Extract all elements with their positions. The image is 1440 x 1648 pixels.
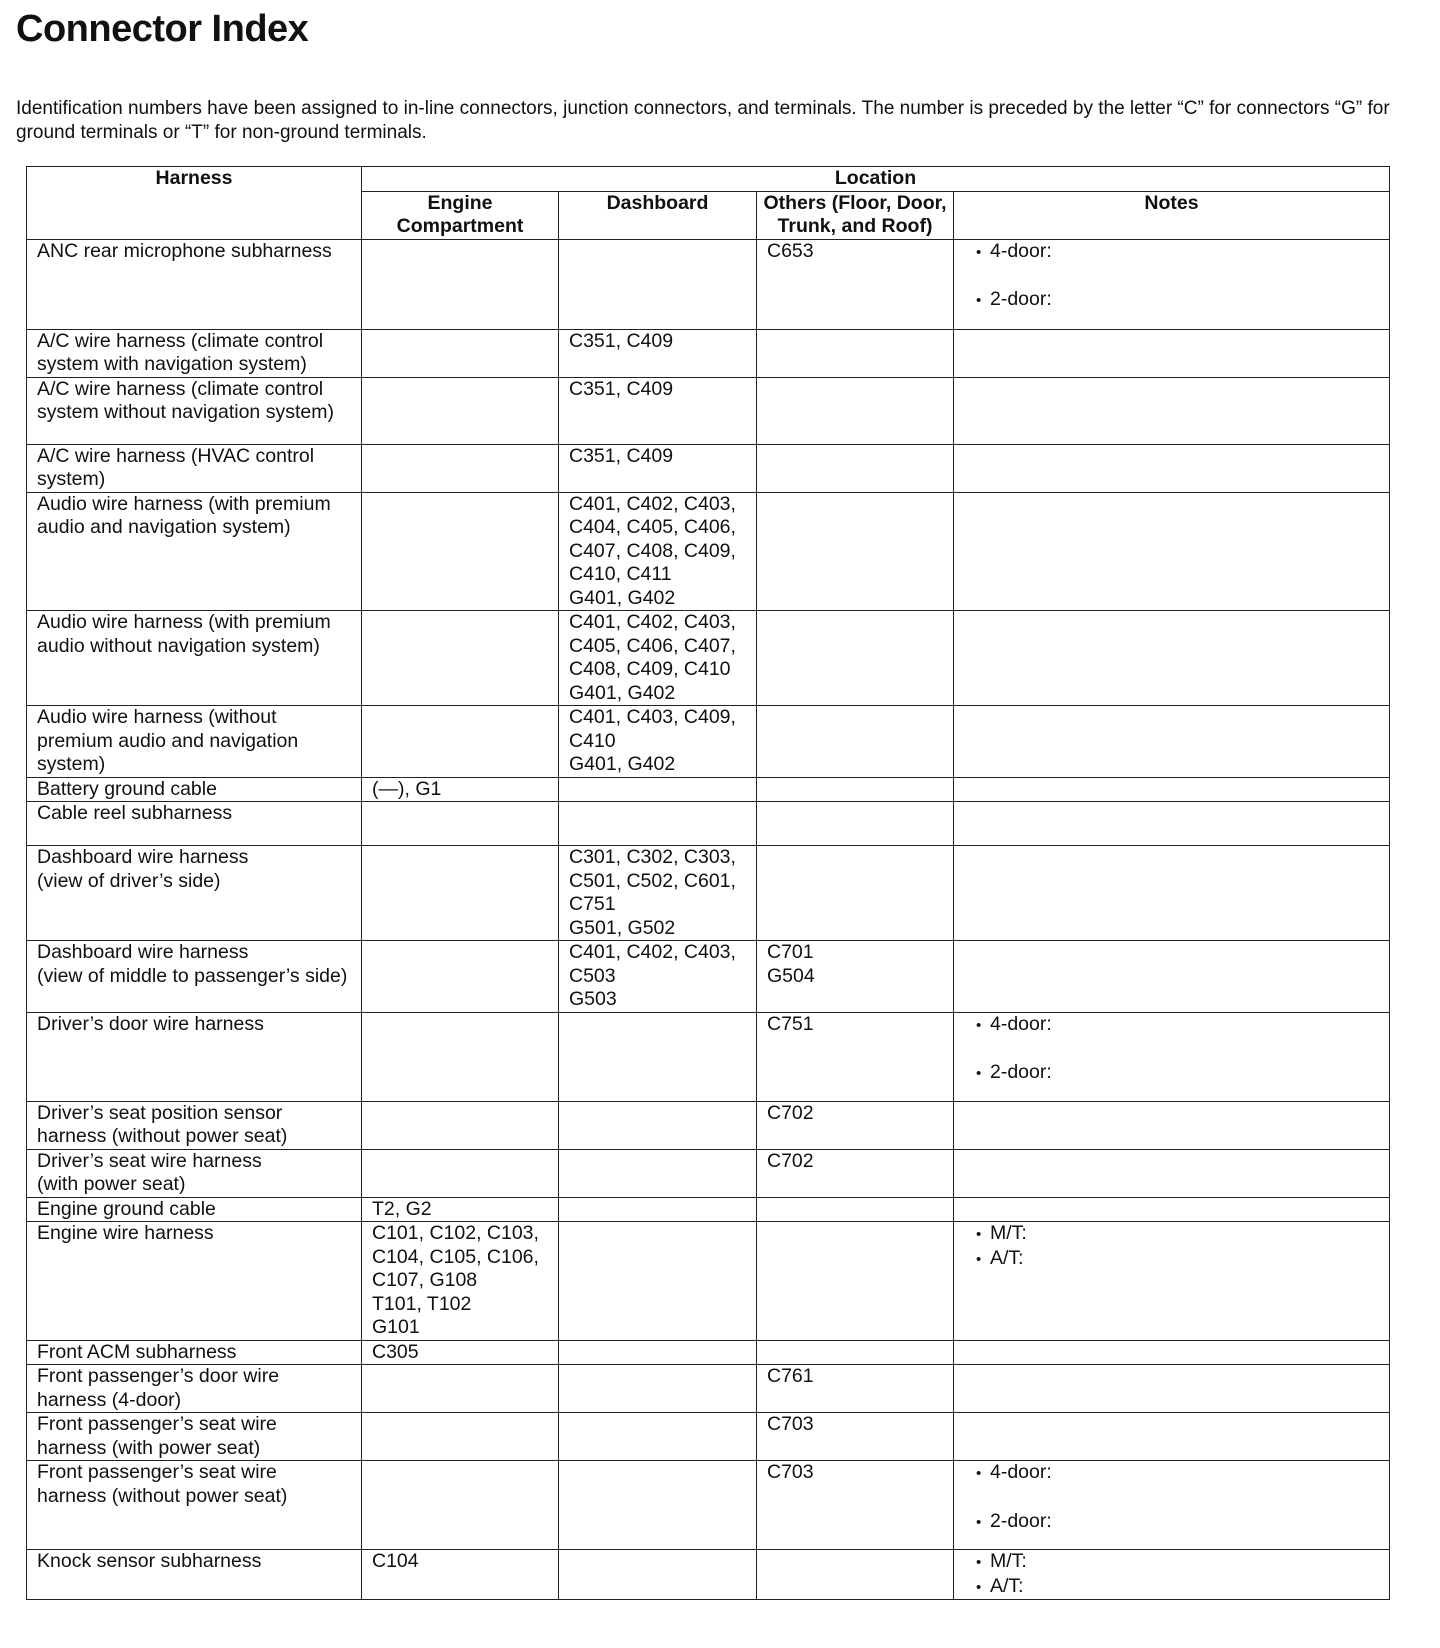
cell-dashboard-text: C351, C409 [569,329,674,352]
table-row [27,1197,1390,1222]
cell-notes [954,706,1390,778]
table-row [27,802,1390,846]
table-row [27,492,1390,611]
cell-notes [954,1222,1390,1341]
cell-dashboard [559,1413,757,1461]
table-row [27,1413,1390,1461]
cell-dashboard [559,846,757,941]
cell-harness-text: Engine wire harness [37,1222,214,1244]
cell-notes [954,1149,1390,1197]
note-item: • M/T: [976,1550,1379,1575]
cell-others-text: C761 [767,1365,814,1387]
cell-dashboard-text: C401, C402, C403, C405, C406, C407, C408, C409, C410 G401, G402 [569,611,736,704]
cell-harness [27,1197,362,1222]
cell-engine-text: (—), G1 [372,777,442,800]
cell-notes [954,802,1390,846]
intro-paragraph: Identification numbers have been assigned to in-line connectors, junction connectors, and terminals. The number is preceded by the letter “C” for connectors “G” for ground terminals or “T” for non-ground terminals. [16,98,1390,143]
table-row [27,377,1390,444]
cell-dashboard [559,1101,757,1149]
cell-others-text: C653 [767,239,814,262]
cell-engine [362,1461,559,1550]
cell-others [757,1222,954,1341]
table-row [27,1461,1390,1550]
cell-engine-text: C104 [372,1550,419,1572]
cell-others [757,377,954,444]
cell-harness-text: Front passenger’s seat wire harness (without power seat) [37,1461,288,1507]
cell-others [757,706,954,778]
cell-others [757,611,954,706]
cell-dashboard-text: C351, C409 [569,377,674,400]
cell-others [757,1149,954,1197]
table-row [27,1149,1390,1197]
cell-dashboard [559,1550,757,1600]
cell-harness [27,1365,362,1413]
header-location: Location [362,167,1390,192]
cell-dashboard-text: C401, C402, C403, C404, C405, C406, C407, C408, C409, C410, C411 G401, G402 [569,492,736,609]
cell-others [757,1550,954,1600]
cell-harness-text: Battery ground cable [37,777,217,800]
cell-notes [954,239,1390,329]
cell-engine [362,1340,559,1365]
cell-harness-text: Knock sensor subharness [37,1550,262,1572]
cell-dashboard [559,1197,757,1222]
cell-others-text: C703 [767,1413,814,1435]
table-row [27,329,1390,377]
cell-harness-text: ANC rear microphone subharness [37,239,332,262]
cell-harness-text: A/C wire harness (climate control system without navigation system) [37,377,334,423]
cell-engine [362,492,559,611]
cell-harness-text: Engine ground cable [37,1197,216,1220]
cell-harness-text: Front passenger’s seat wire harness (with power seat) [37,1413,277,1459]
cell-engine [362,1365,559,1413]
note-item: • M/T: [976,1222,1379,1247]
cell-others [757,444,954,492]
cell-others [757,1413,954,1461]
cell-others [757,239,954,329]
table-row [27,941,1390,1013]
cell-dashboard [559,611,757,706]
cell-notes [954,1413,1390,1461]
cell-others [757,777,954,802]
table-row [27,1222,1390,1341]
cell-engine [362,706,559,778]
cell-harness-text: Audio wire harness (with premium audio and navigation system) [37,492,331,538]
cell-others [757,802,954,846]
cell-others [757,941,954,1013]
cell-dashboard [559,802,757,846]
cell-notes [954,1550,1390,1600]
cell-dashboard [559,941,757,1013]
cell-others [757,329,954,377]
note-item: • A/T: [976,1247,1379,1272]
cell-others [757,1340,954,1365]
cell-engine [362,777,559,802]
cell-others [757,1012,954,1101]
cell-dashboard [559,1149,757,1197]
note-item: • 4-door: [976,1461,1379,1486]
cell-harness [27,706,362,778]
cell-engine-text: C305 [372,1340,419,1363]
table-row [27,846,1390,941]
note-item: • 4-door: [976,240,1379,265]
cell-notes [954,1012,1390,1101]
cell-harness [27,802,362,846]
cell-others [757,1197,954,1222]
cell-notes [954,329,1390,377]
cell-dashboard-text: C351, C409 [569,444,674,467]
header-harness: Harness [27,167,362,240]
cell-harness [27,1550,362,1600]
cell-notes [954,1365,1390,1413]
cell-others-text: C702 [767,1149,814,1172]
cell-harness-text: Cable reel subharness [37,802,233,824]
cell-others-text: C751 [767,1012,814,1035]
cell-others [757,492,954,611]
cell-harness-text: Driver’s seat position sensor harness (without power seat) [37,1101,288,1147]
cell-others-text: C701 G504 [767,941,815,987]
cell-engine [362,1012,559,1101]
cell-dashboard-text: C401, C402, C403, C503 G503 [569,941,736,1010]
cell-others [757,1365,954,1413]
cell-engine [362,377,559,444]
cell-harness-text: Dashboard wire harness (view of middle to passenger’s side) [37,941,348,987]
table-row [27,239,1390,329]
cell-engine [362,846,559,941]
cell-harness [27,239,362,329]
notes-list [964,1013,1379,1086]
cell-notes [954,444,1390,492]
cell-harness [27,492,362,611]
cell-dashboard [559,1222,757,1341]
cell-harness [27,1222,362,1341]
cell-dashboard [559,1012,757,1101]
cell-engine [362,444,559,492]
cell-dashboard [559,1340,757,1365]
note-item: • 2-door: [976,1061,1379,1086]
cell-dashboard [559,239,757,329]
note-item: • 2-door: [976,288,1379,313]
cell-harness [27,1149,362,1197]
cell-engine [362,1413,559,1461]
cell-others-text: C703 [767,1461,814,1483]
cell-engine-text: C101, C102, C103, C104, C105, C106, C107, G108 T101, T102 G101 [372,1222,539,1338]
note-item: • 4-door: [976,1013,1379,1038]
cell-harness-text: Driver’s door wire harness [37,1012,264,1035]
table-row [27,611,1390,706]
cell-engine [362,941,559,1013]
cell-harness [27,777,362,802]
cell-dashboard [559,444,757,492]
cell-dashboard [559,492,757,611]
note-item: • A/T: [976,1575,1379,1600]
connector-index-table [26,166,1390,1600]
cell-others [757,846,954,941]
cell-harness-text: Front ACM subharness [37,1340,237,1363]
cell-dashboard [559,329,757,377]
table-row [27,1550,1390,1600]
cell-engine [362,802,559,846]
cell-harness [27,1012,362,1101]
cell-dashboard [559,1461,757,1550]
header-others: Others (Floor, Door, Trunk, and Roof) [757,191,954,239]
table-row [27,706,1390,778]
cell-harness [27,329,362,377]
cell-harness [27,377,362,444]
table-row [27,1365,1390,1413]
cell-engine [362,1101,559,1149]
header-engine-compartment: Engine Compartment [362,191,559,239]
cell-dashboard [559,377,757,444]
notes-list [964,1222,1379,1271]
cell-dashboard [559,1365,757,1413]
cell-harness-text: Driver’s seat wire harness (with power seat) [37,1149,262,1195]
cell-harness [27,611,362,706]
cell-notes [954,1340,1390,1365]
cell-engine [362,1222,559,1341]
cell-dashboard [559,706,757,778]
table-row [27,1012,1390,1101]
table-row [27,777,1390,802]
cell-dashboard [559,777,757,802]
table-row [27,1340,1390,1365]
cell-notes [954,777,1390,802]
notes-list [964,1461,1379,1534]
notes-list [964,240,1379,313]
cell-notes [954,1461,1390,1550]
cell-others-text: C702 [767,1101,814,1124]
cell-harness [27,1461,362,1550]
cell-harness-text: Front passenger’s door wire harness (4-door) [37,1365,280,1411]
cell-engine [362,611,559,706]
cell-notes [954,377,1390,444]
cell-engine [362,1550,559,1600]
page-title: Connector Index [16,8,309,50]
header-notes: Notes [954,191,1390,239]
cell-engine [362,1197,559,1222]
cell-harness-text: A/C wire harness (HVAC control system) [37,444,315,490]
table-row [27,1101,1390,1149]
cell-notes [954,846,1390,941]
cell-harness-text: A/C wire harness (climate control system with navigation system) [37,329,324,375]
cell-harness-text: Audio wire harness (without premium audio and navigation system) [37,706,299,775]
cell-notes [954,1101,1390,1149]
cell-engine [362,329,559,377]
cell-engine-text: T2, G2 [372,1197,432,1220]
cell-engine [362,1149,559,1197]
cell-harness [27,1101,362,1149]
table-row [27,444,1390,492]
cell-harness [27,941,362,1013]
note-item: • 2-door: [976,1510,1379,1535]
cell-notes [954,492,1390,611]
cell-harness-text: Audio wire harness (with premium audio without navigation system) [37,611,331,657]
cell-others [757,1101,954,1149]
notes-list [964,1550,1379,1599]
cell-engine [362,239,559,329]
cell-harness [27,846,362,941]
cell-notes [954,941,1390,1013]
cell-dashboard-text: C301, C302, C303, C501, C502, C601, C751 G501, G502 [569,846,736,939]
header-dashboard: Dashboard [559,191,757,239]
cell-harness [27,1340,362,1365]
cell-notes [954,1197,1390,1222]
cell-dashboard-text: C401, C403, C409, C410 G401, G402 [569,706,736,775]
cell-harness [27,444,362,492]
cell-harness [27,1413,362,1461]
cell-harness-text: Dashboard wire harness (view of driver’s side) [37,846,249,892]
cell-others [757,1461,954,1550]
cell-notes [954,611,1390,706]
